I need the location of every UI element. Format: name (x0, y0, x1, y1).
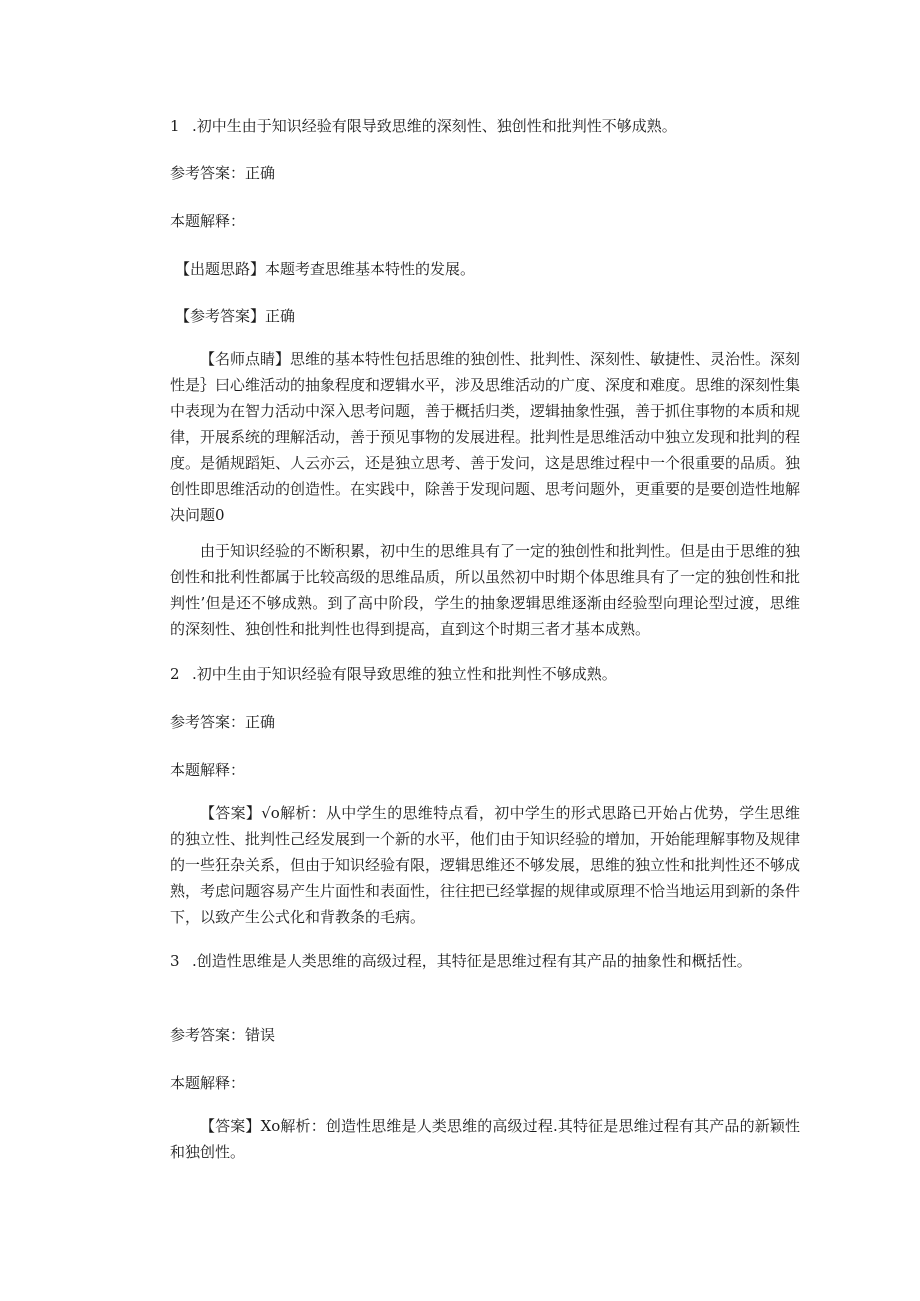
question-number: 1 (170, 117, 180, 135)
reference-answer: 【参考答案】正确 (175, 307, 296, 325)
answer-label: 参考答案：正确 (170, 164, 276, 182)
extra-explanation: 由于知识经验的不断积累，初中生的思维具有了一定的独创性和批判性。但是由于思维的独创性和批利性都属于比较高级的思维品质，所以虽然初中时期个体思维具有了一定的独创性和批判性’但是还不够成熟。到了高中阶段，学生的抽象逻辑思维逐渐由经验型向理论型过渡，思维的深刻性、独创性和批判性也得到提高，直到这个时期三者才基本成熟。 (170, 542, 801, 638)
answer-explanation: 【答案】√o解析：从中学生的思维特点看，初中学生的形式思路已开始占优势，学生思维的独立性、批判性己经发展到一个新的水平，他们由于知识经验的增加，开始能理解事物及规律的一些狂杂关系，但由于知识经验有限，逻辑思维还不够发展，思维的独立性和批判性还不够成熟，考虑问题容易产生片面性和表面性，往往把已经掌握的规律或原理不恰当地运用到新的条件下，以致产生公式化和背教条的毛病。 (170, 804, 801, 926)
explanation-label: 本题解释： (170, 1074, 246, 1092)
teacher-comment: 【名师点睛】思维的基本特性包括思维的独创性、批判性、深刻性、敏捷性、灵治性。深刻性是｝曰心维活动的抽象程度和逻辑水平，涉及思维活动的广度、深度和难度。思维的深刻性集中表现为在智力活动中深入思考问题，善于概括归类，逻辑抽象性强，善于抓住事物的本质和规律，开展系统的理解活动，善于预见事物的发展进程。批判性是思维活动中独立发现和批判的程度。是循规蹈矩、人云亦云，还是独立思考、善于发问，这是思维过程中一个很重要的品质。独创性即思维活动的创造性。在实践中，除善于发现问题、思考问题外，更重要的是要创造性地解决问题0 (170, 350, 801, 524)
question-idea: 【出题思路】本题考查思维基本特性的发展。 (175, 260, 476, 278)
question-number: 2 (170, 665, 180, 683)
answer-explanation: 【答案】Xo解析：创造性思维是人类思维的高级过程.其特征是思维过程有其产品的新颖性和独创性。 (170, 1117, 800, 1161)
answer-label: 参考答案：正确 (170, 713, 276, 731)
question-text: .创造性思维是人类思维的高级过程，其特征是思维过程有其产品的抽象性和概括性。 (192, 952, 752, 970)
answer-label: 参考答案：错误 (170, 1026, 276, 1044)
question-stem (170, 948, 752, 974)
question-stem (170, 113, 677, 139)
question-text: .初中生由于知识经验有限导致思维的独立性和批判性不够成熟。 (192, 665, 617, 683)
explanation-label: 本题解释： (170, 761, 246, 779)
question-stem (170, 661, 617, 687)
question-text: .初中生由于知识经验有限导致思维的深刻性、独创性和批判性不够成熟。 (192, 117, 677, 135)
question-number: 3 (170, 952, 180, 970)
explanation-label: 本题解释： (170, 212, 246, 230)
